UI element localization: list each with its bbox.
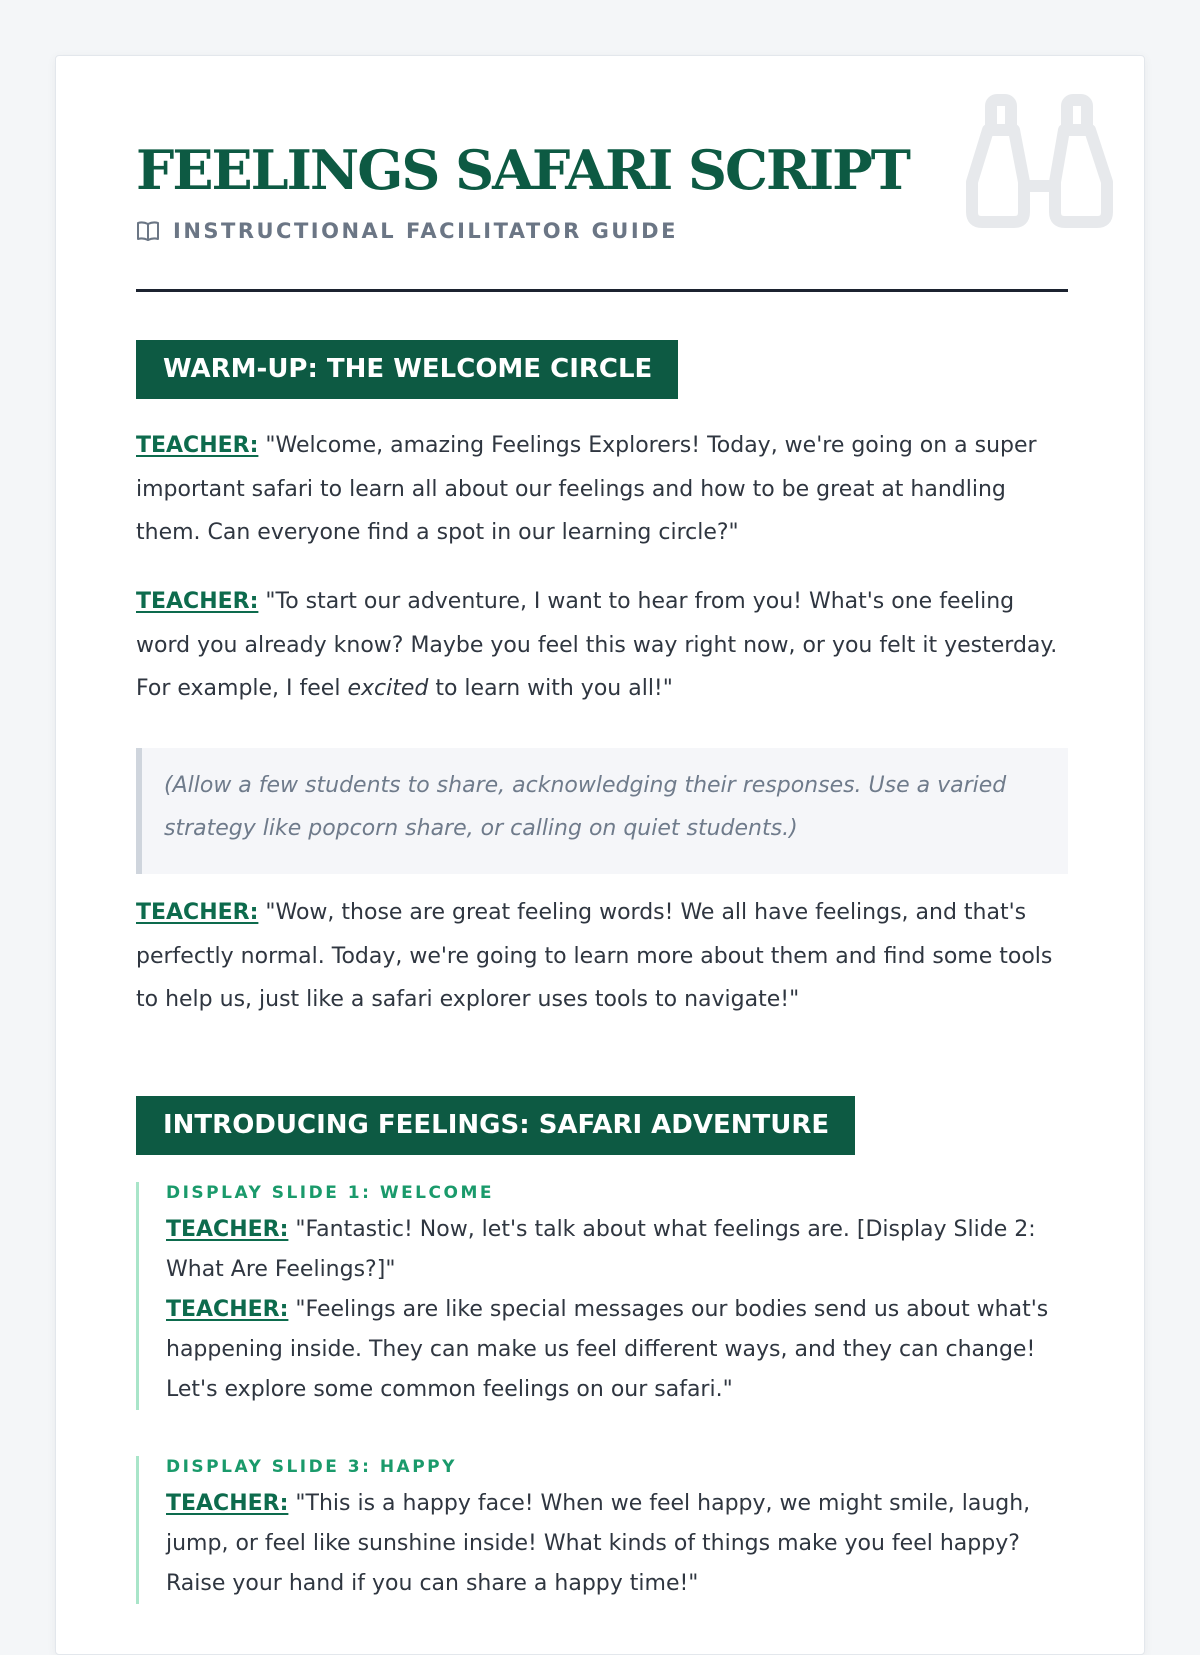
speaker-label: TEACHER: bbox=[136, 900, 259, 925]
teacher-line bbox=[136, 891, 1071, 1022]
speaker-label: TEACHER: bbox=[166, 1297, 289, 1322]
speaker-label: TEACHER: bbox=[136, 433, 259, 458]
speaker-label: TEACHER: bbox=[136, 589, 259, 614]
script-page bbox=[55, 55, 1145, 1655]
section-heading-introducing-feelings: INTRODUCING FEELINGS: SAFARI ADVENTURE bbox=[136, 1096, 855, 1155]
teacher-line-text: "Feelings are like special messages our bodies send us about what's happening inside. They can make us feel different ways, and they can change! Let's explore some common feelings on our safari." bbox=[166, 1297, 1049, 1402]
subtitle-row bbox=[136, 219, 678, 243]
header-divider bbox=[136, 289, 1068, 292]
slide-block bbox=[136, 1456, 1068, 1604]
slide-block bbox=[136, 1182, 1068, 1410]
teacher-line bbox=[166, 1290, 1068, 1410]
teacher-line-text: to learn with you all!" bbox=[428, 676, 673, 701]
teacher-line-text: "Wow, those are great feeling words! We all have feelings, and that's perfectly normal. Today, we're going to learn more about them and find some tools to help us, just like a safari explorer uses tools to navigate!" bbox=[136, 900, 1053, 1012]
slide-label: DISPLAY SLIDE 1: WELCOME bbox=[166, 1183, 494, 1203]
teacher-line-text: "This is a happy face! When we feel happy, we might smile, laugh, jump, or feel like sunshine inside! What kinds of things make you feel happy? Raise your hand if you can share a happy time!" bbox=[166, 1491, 1031, 1596]
binoculars-icon bbox=[966, 94, 1114, 230]
facilitator-note: (Allow a few students to share, acknowledging their responses. Use a varied strategy like popcorn share, or calling on quiet students.) bbox=[136, 748, 1068, 874]
page-subtitle: INSTRUCTIONAL FACILITATOR GUIDE bbox=[173, 219, 678, 243]
teacher-line bbox=[166, 1484, 1068, 1604]
page-title: FEELINGS SAFARI SCRIPT bbox=[136, 138, 909, 202]
teacher-line bbox=[166, 1210, 1068, 1290]
speaker-label: TEACHER: bbox=[166, 1217, 289, 1242]
teacher-line-text: "To start our adventure, I want to hear from you! What's one feeling word you already know? Maybe you feel this way right now, or you felt it yesterday. For example, I feel bbox=[136, 589, 1058, 701]
speaker-label: TEACHER: bbox=[166, 1491, 289, 1516]
teacher-line bbox=[136, 424, 1071, 555]
teacher-line bbox=[136, 580, 1071, 711]
section-heading-warm-up: WARM-UP: THE WELCOME CIRCLE bbox=[136, 340, 678, 399]
book-icon bbox=[136, 220, 160, 242]
teacher-line-text: "Fantastic! Now, let's talk about what feelings are. [Display Slide 2: What Are Feelings?]" bbox=[166, 1217, 1036, 1282]
emphasis-word: excited bbox=[347, 676, 429, 701]
teacher-line-text: "Welcome, amazing Feelings Explorers! Today, we're going on a super important safari to learn all about our feelings and how to be great at handling them. Can everyone find a spot in our learning circle?" bbox=[136, 433, 1037, 545]
slide-label: DISPLAY SLIDE 3: HAPPY bbox=[166, 1457, 457, 1477]
